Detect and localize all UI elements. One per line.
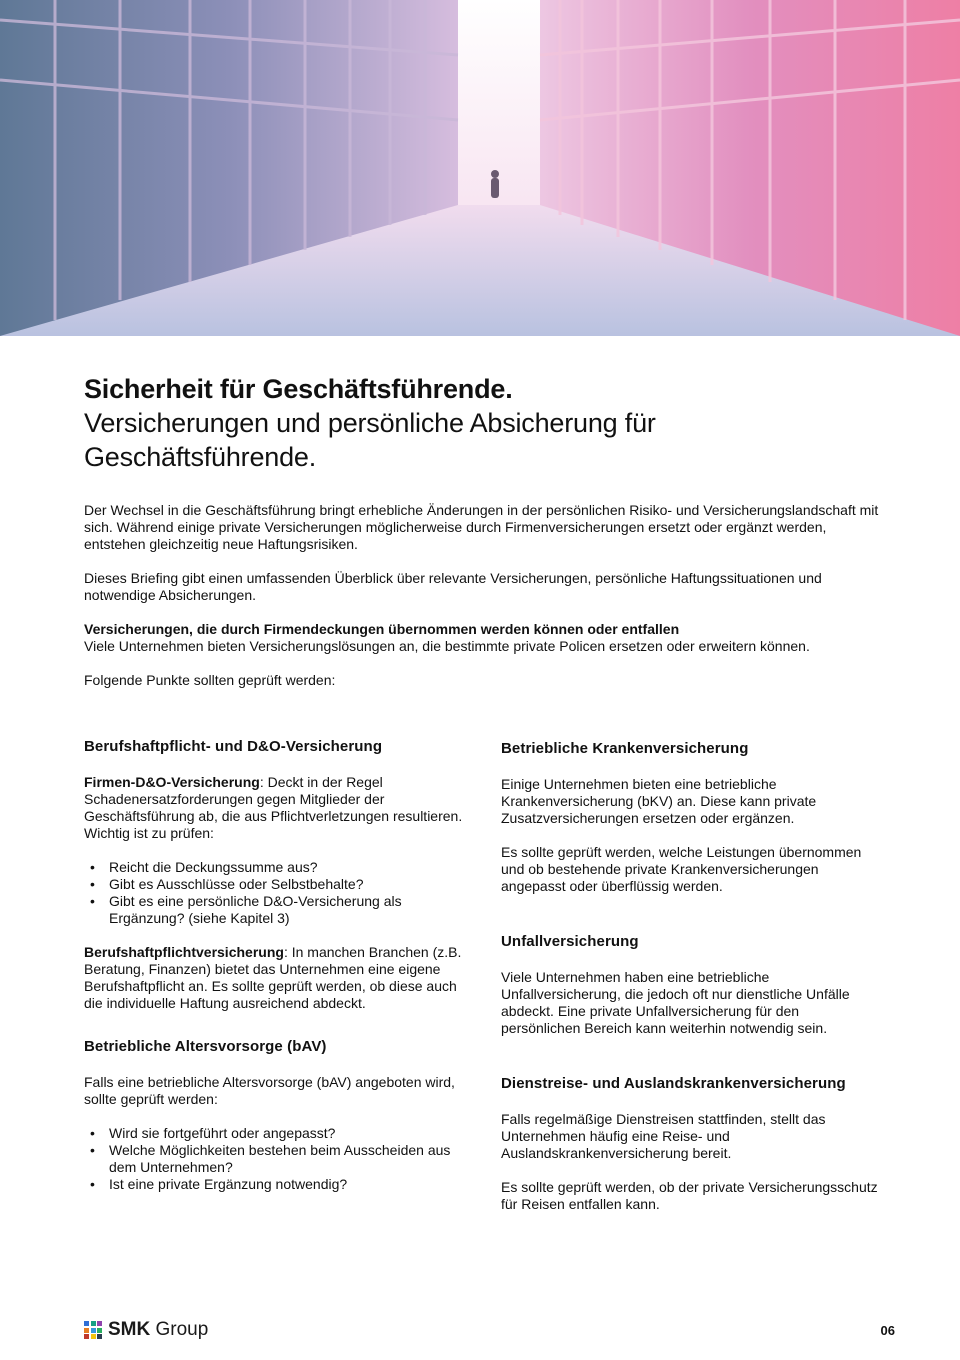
checklist [84, 859, 464, 927]
section-paragraph: Es sollte geprüft werden, welche Leistungen übernommen und ob bestehende private Krankenversicherungen angepasst oder überflüssig werden. [501, 844, 862, 894]
section-accident [501, 933, 881, 1037]
section-heading: Berufshaftpflicht- und D&O-Versicherung [84, 738, 383, 755]
list-item: • Welche Möglichkeiten bestehen beim Ausscheiden aus dem Unternehmen? [84, 1142, 464, 1176]
intro-subheading-text: Viele Unternehmen bieten Versicherungslösungen an, die bestimmte private Policen ersetzen oder erweitern können. [84, 638, 810, 654]
page-number: 06 [880, 1323, 895, 1338]
corridor-illustration [0, 0, 960, 336]
list-item: • Reicht die Deckungssumme aus? [84, 859, 464, 876]
section-paragraph: Falls eine betriebliche Altersvorsorge (bAV) angeboten wird, sollte geprüft werden: [84, 1074, 455, 1107]
section-paragraph: Es sollte geprüft werden, ob der private Versicherungsschutz für Reisen entfallen kann. [501, 1179, 878, 1212]
term-text: : Deckt in der Regel Schadenersatzforderungen gegen Mitglieder der Geschäftsführung ab, die aus Pflichtverletzungen resultieren. Wichtig ist zu prüfen: [84, 774, 463, 841]
intro-paragraph-1: Der Wechsel in die Geschäftsführung bringt erhebliche Änderungen in der persönlichen Risiko- und Versicherungslandschaft mit sich. Während einige private Versicherungen möglicherweise durch Firmenversicherungen ersetzt oder ergänzt werden, entstehen gleichzeitig neue Haftungsrisiken. [84, 502, 879, 552]
logo-square [84, 1334, 89, 1339]
hero-image [0, 0, 960, 336]
person-silhouette [491, 170, 499, 198]
page-header [84, 372, 884, 474]
section-paragraph: Viele Unternehmen haben eine betriebliche Unfallversicherung, die jedoch oft nur dienstliche Unfälle abdeckt. Eine private Unfallversicherung für den persönlichen Bereich kann weiterhin notwendig sein. [501, 969, 850, 1036]
term-text: : In manchen Branchen (z.B. Beratung, Finanzen) bietet das Unternehmen eine eigene Berufshaftpflicht an. Es sollte geprüft werden, ob diese auch die individuelle Haftung ausreichend abdeckt. [84, 944, 462, 1011]
section-paragraph [84, 944, 464, 1012]
section-heading: Betriebliche Altersvorsorge (bAV) [84, 1038, 327, 1055]
company-logo [84, 1319, 208, 1341]
logo-square [97, 1334, 102, 1339]
intro-paragraph-2: Dieses Briefing gibt einen umfassenden Überblick über relevante Versicherungen, persönliche Haftungssituationen und notwendige Absicherungen. [84, 570, 822, 603]
section-paragraph: Falls regelmäßige Dienstreisen stattfinden, stellt das Unternehmen häufig eine Reise- und Auslandskrankenversicherung bereit. [501, 1111, 826, 1161]
list-item: • Gibt es eine persönliche D&O-Versicherung als Ergänzung? (siehe Kapitel 3) [84, 893, 464, 927]
right-column [501, 738, 881, 1233]
logo-square [91, 1334, 96, 1339]
logo-light: Group [150, 1319, 209, 1340]
intro-subheading: Versicherungen, die durch Firmendeckungen übernommen werden können oder entfallen [84, 621, 680, 637]
section-heading: Unfallversicherung [501, 933, 639, 950]
checklist [84, 1125, 464, 1193]
list-item: • Gibt es Ausschlüsse oder Selbstbehalte? [84, 876, 464, 893]
left-column [84, 738, 464, 1213]
section-heading: Dienstreise- und Auslandskrankenversicherung [501, 1075, 846, 1092]
logo-wordmark [108, 1319, 208, 1341]
section-heading: Betriebliche Krankenversicherung [501, 740, 749, 757]
logo-square [91, 1321, 96, 1326]
term-label: Berufshaftpflichtversicherung [84, 944, 284, 960]
logo-square [84, 1321, 89, 1326]
section-do-insurance [84, 738, 464, 1012]
section-travel [501, 1075, 881, 1213]
page-subtitle: Versicherungen und persönliche Absicherung für Geschäftsführende. [84, 408, 656, 472]
section-paragraph [84, 774, 464, 842]
list-item: • Wird sie fortgeführt oder angepasst? [84, 1125, 464, 1142]
intro-paragraph-3 [84, 621, 884, 655]
section-bav [84, 1038, 464, 1193]
logo-bold: SMK [108, 1319, 151, 1340]
list-item: • Ist eine private Ergänzung notwendig? [84, 1176, 464, 1193]
intro-section [84, 502, 884, 706]
section-bkv [501, 740, 881, 895]
logo-grid-icon [84, 1321, 102, 1339]
term-label: Firmen-D&O-Versicherung [84, 774, 260, 790]
logo-square [84, 1328, 89, 1333]
section-paragraph: Einige Unternehmen bieten eine betriebliche Krankenversicherung (bKV) an. Diese kann private Zusatzversicherungen ersetzen oder ergänzen. [501, 776, 817, 826]
logo-square [97, 1321, 102, 1326]
logo-square [91, 1328, 96, 1333]
intro-paragraph-4: Folgende Punkte sollten geprüft werden: [84, 672, 336, 688]
logo-square [97, 1328, 102, 1333]
page-title: Sicherheit für Geschäftsführende. [84, 374, 513, 404]
